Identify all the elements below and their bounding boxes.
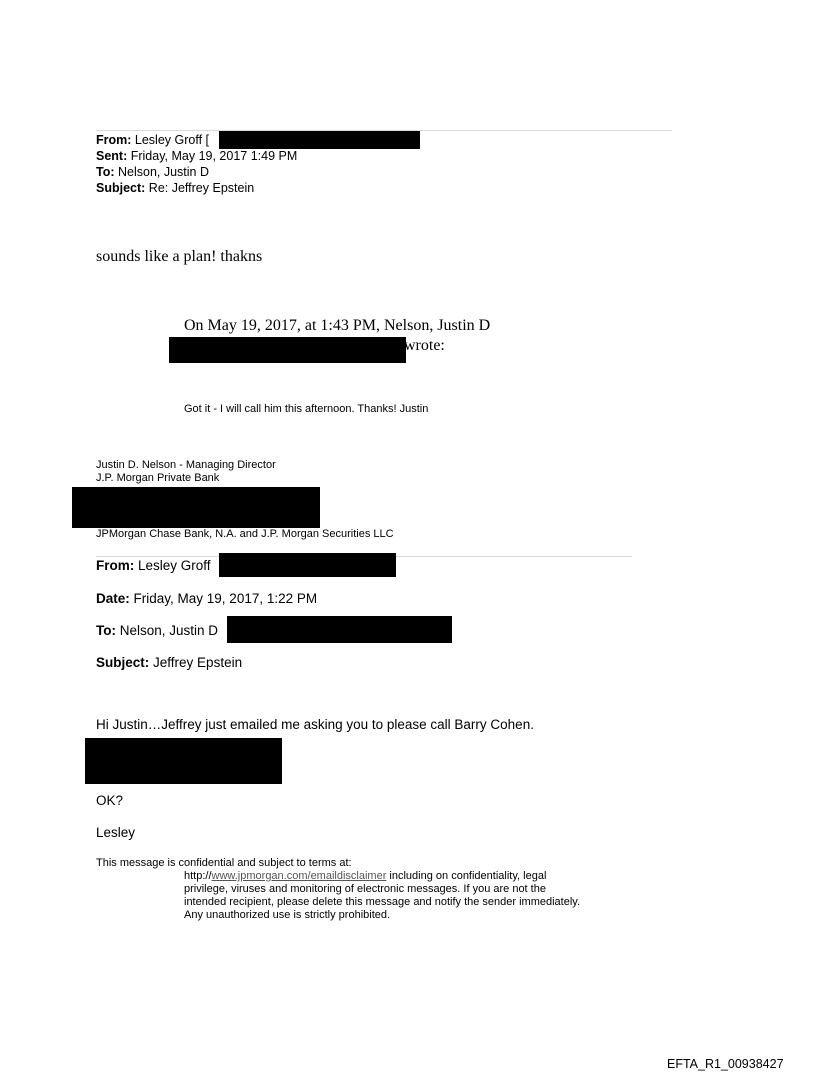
- from-value: Lesley Groff: [138, 558, 211, 573]
- from-label: From:: [96, 558, 135, 573]
- disclaimer-intro: This message is confidential and subject to terms at:: [96, 857, 352, 869]
- redaction-box: [219, 131, 420, 149]
- to-value: Nelson, Justin D: [118, 165, 210, 179]
- original-header-subject: [96, 655, 242, 670]
- original-header-from: [96, 558, 211, 573]
- from-label: From:: [96, 133, 132, 147]
- signature-company: J.P. Morgan Private Bank: [96, 472, 220, 484]
- sent-label: Sent:: [96, 149, 128, 163]
- disclaimer-line1-rest: including on confidentiality, legal: [386, 870, 547, 882]
- subject-label: Subject:: [96, 181, 146, 195]
- quote-attribution-line2: wrote:: [404, 337, 445, 354]
- email-header-from: [96, 132, 209, 148]
- date-value: Friday, May 19, 2017, 1:22 PM: [133, 591, 318, 606]
- original-header-to: [96, 623, 218, 638]
- original-body: Hi Justin…Jeffrey just emailed me asking you to please call Barry Cohen.: [96, 717, 534, 732]
- to-label: To:: [96, 165, 115, 179]
- disclaimer-line4: Any unauthorized use is strictly prohibited.: [184, 909, 391, 921]
- date-label: Date:: [96, 591, 130, 606]
- to-label: To:: [96, 623, 116, 638]
- disclaimer-link-prefix: http://: [184, 870, 212, 882]
- signature-name: Justin D. Nelson - Managing Director: [96, 459, 276, 471]
- disclaimer-link[interactable]: www.jpmorgan.com/emaildisclaimer: [211, 870, 387, 882]
- quote-attribution-line1: On May 19, 2017, at 1:43 PM, Nelson, Justin D: [184, 317, 491, 334]
- redaction-box: [227, 616, 452, 643]
- disclaimer-line1: [184, 870, 546, 883]
- sign-name: Lesley: [96, 825, 136, 840]
- email-header-to: [96, 164, 209, 180]
- email-header-subject: [96, 180, 254, 196]
- email-header-sent: [96, 148, 297, 164]
- disclaimer-line3: intended recipient, please delete this message and notify the sender immediately.: [184, 896, 581, 908]
- ok-line: OK?: [96, 793, 124, 808]
- quote-body: Got it - I will call him this afternoon. Thanks! Justin: [184, 403, 429, 415]
- reply-body: sounds like a plan! thakns: [96, 248, 263, 265]
- subject-label: Subject:: [96, 655, 150, 670]
- to-value: Nelson, Justin D: [119, 623, 219, 638]
- redaction-box: [85, 738, 282, 784]
- subject-value: Re: Jeffrey Epstein: [148, 181, 255, 195]
- signature-entity: JPMorgan Chase Bank, N.A. and J.P. Morgan Securities LLC: [96, 528, 394, 540]
- subject-value: Jeffrey Epstein: [153, 655, 243, 670]
- from-value: Lesley Groff [: [134, 133, 210, 147]
- document-id: EFTA_R1_00938427: [667, 1057, 784, 1071]
- sent-value: Friday, May 19, 2017 1:49 PM: [130, 149, 298, 163]
- redaction-box: [219, 553, 396, 577]
- disclaimer-line2: privilege, viruses and monitoring of electronic messages. If you are not the: [184, 883, 546, 895]
- redaction-box: [169, 337, 406, 363]
- original-header-date: [96, 591, 317, 606]
- redaction-box: [72, 487, 320, 528]
